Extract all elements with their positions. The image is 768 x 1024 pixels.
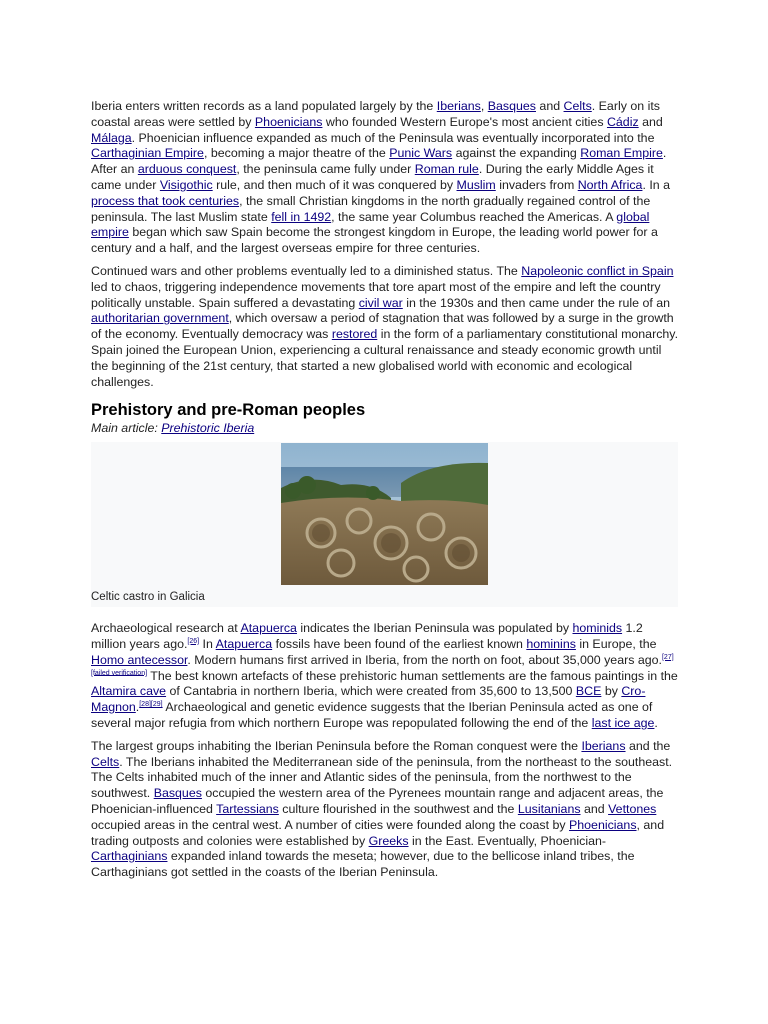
inline-link[interactable]: Carthaginian Empire bbox=[91, 146, 204, 161]
inline-link[interactable]: Celts bbox=[563, 99, 592, 113]
paragraph-prehistory-2: The largest groups inhabiting the Iberian Peninsula before the Roman conquest were the Iberians and the Celts. The Iberians inhabited the Mediterranean side of the peninsula, from the northeast to the southeast. The Celts inhabited much of the inner and Atlantic sides of the peninsula, from the northwest to the southwest. Basques occupied the western area of the Pyrenees mountain range and adjacent areas, the Phoenician-influenced Tartessians culture flourished in the southwest and the Lusitanians and Vettones occupied areas in the central west. A number of cities were founded along the coast by Phoenicians, and trading outposts and colonies were established by Greeks in the East. Eventually, Phoenician-Carthaginians expanded inland towards the meseta; however, due to the bellicose inland tribes, the Carthaginians got settled in the coasts of the Iberian Peninsula. bbox=[91, 738, 673, 880]
inline-link[interactable]: Homo antecessor bbox=[91, 652, 188, 667]
paragraph-prehistory-1: Archaeological research at Atapuerca indicates the Iberian Peninsula was populated by hominids 1.2 million years ago.[26] In Atapuerca fossils have been found of the earliest known hominins in Europe, the Homo antecessor. Modern humans first arrived in Iberia, from the north on foot, about 35,000 years ago.[27][failed verification] The best known artefacts of these prehistoric human settlements are the famous paintings in the Altamira cave of Cantabria in northern Iberia, which were created from 35,600 to 13,500 BCE by Cro-Magnon.[28][29] Archaeological and genetic evidence suggests that the Iberian Peninsula acted as one of several major refugia from which northern Europe was repopulated following the end of the last ice age. bbox=[91, 621, 678, 730]
section-heading: Prehistory and pre-Roman peoples bbox=[91, 401, 366, 420]
inline-link[interactable]: Basques bbox=[153, 786, 202, 801]
inline-link[interactable]: Lusitanians bbox=[517, 801, 581, 816]
inline-link[interactable]: Iberians bbox=[581, 738, 626, 753]
inline-link[interactable]: Altamira cave bbox=[91, 684, 167, 699]
inline-link[interactable]: Visigothic bbox=[159, 177, 213, 192]
inline-link[interactable]: Phoenicians bbox=[569, 817, 637, 832]
inline-link[interactable]: Muslim bbox=[456, 177, 496, 192]
castro-photo[interactable] bbox=[281, 443, 488, 585]
citation-ref[interactable]: [28][29] bbox=[139, 701, 163, 708]
inline-link[interactable]: Atapuerca bbox=[240, 621, 297, 636]
inline-link[interactable]: arduous conquest bbox=[137, 162, 237, 177]
citation-ref[interactable]: [27][failed verification] bbox=[91, 653, 674, 677]
inline-link[interactable]: Napoleonic conflict in Spain bbox=[521, 263, 674, 278]
inline-link[interactable]: last ice age bbox=[591, 715, 655, 730]
inline-link[interactable]: Greeks bbox=[368, 833, 409, 848]
paragraph-intro-2: Continued wars and other problems eventually led to a diminished status. The Napoleonic conflict in Spain led to chaos, triggering independence movements that tore apart most of the empire and left the country politically unstable. Spain suffered a devastating civil war in the 1930s and then came under the rule of an authoritarian government, which oversaw a period of stagnation that was followed by a surge in the growth of the economy. Eventually democracy was restored in the form of a parliamentary constitutional monarchy. Spain joined the European Union, experiencing a cultural renaissance and steady economic growth until the beginning of the 21st century, that started a new globalised world with economic and ecological challenges. bbox=[91, 263, 679, 389]
inline-link[interactable]: Vettones bbox=[608, 801, 657, 816]
inline-link[interactable]: Roman rule bbox=[414, 162, 479, 177]
citation-ref[interactable]: [26] bbox=[187, 637, 200, 645]
inline-link[interactable]: Phoenicians bbox=[254, 114, 323, 129]
hatnote-link[interactable]: Prehistoric Iberia bbox=[161, 421, 255, 436]
article-body bbox=[91, 99, 681, 888]
inline-link[interactable]: Carthaginians bbox=[91, 849, 168, 864]
inline-link[interactable]: Celts bbox=[91, 754, 120, 769]
inline-link[interactable]: Málaga bbox=[91, 130, 132, 145]
inline-link[interactable]: Iberians bbox=[436, 99, 481, 113]
inline-link[interactable]: fell in 1492 bbox=[271, 209, 332, 224]
inline-link[interactable]: civil war bbox=[358, 295, 403, 310]
inline-link[interactable]: global empire bbox=[91, 209, 650, 240]
inline-link[interactable]: authoritarian government bbox=[91, 311, 229, 326]
inline-link[interactable]: North Africa bbox=[577, 177, 643, 192]
inline-link[interactable]: hominins bbox=[526, 636, 576, 651]
inline-link[interactable]: Cro-Magnon bbox=[91, 684, 646, 715]
inline-link[interactable]: Roman Empire bbox=[580, 146, 663, 161]
inline-link[interactable]: BCE bbox=[575, 684, 602, 699]
figure-caption: Celtic castro in Galicia bbox=[91, 591, 205, 604]
inline-link[interactable]: hominids bbox=[572, 621, 623, 636]
paragraph-intro-1: Iberia enters written records as a land populated largely by the Iberians, Basques and Celts. Early on its coastal areas were settled by Phoenicians who founded Western Europe's most ancient cities Cádiz and Málaga. Phoenician influence expanded as much of the Peninsula was eventually incorporated into the Carthaginian Empire, becoming a major theatre of the Punic Wars against the expanding Roman Empire. After an arduous conquest, the peninsula came fully under Roman rule. During the early Middle Ages it came under Visigothic rule, and then much of it was conquered by Muslim invaders from North Africa. In a process that took centuries, the small Christian kingdoms in the north gradually regained control of the peninsula. The last Muslim state fell in 1492, the same year Columbus reached the Americas. A global empire began which saw Spain become the strongest kingdom in Europe, the leading world power for a century and a half, and the largest overseas empire for three centuries. bbox=[91, 99, 671, 256]
hatnote-prefix: Main article: bbox=[91, 421, 162, 436]
inline-link[interactable]: Basques bbox=[487, 99, 536, 113]
figure bbox=[91, 442, 678, 607]
inline-link[interactable]: process that took centuries bbox=[91, 193, 240, 208]
inline-link[interactable]: Cádiz bbox=[606, 114, 639, 129]
inline-link[interactable]: Tartessians bbox=[216, 801, 279, 816]
inline-link[interactable]: Atapuerca bbox=[215, 636, 273, 651]
inline-link[interactable]: restored bbox=[331, 327, 378, 342]
hatnote bbox=[91, 421, 681, 437]
inline-link[interactable]: Punic Wars bbox=[389, 146, 453, 161]
